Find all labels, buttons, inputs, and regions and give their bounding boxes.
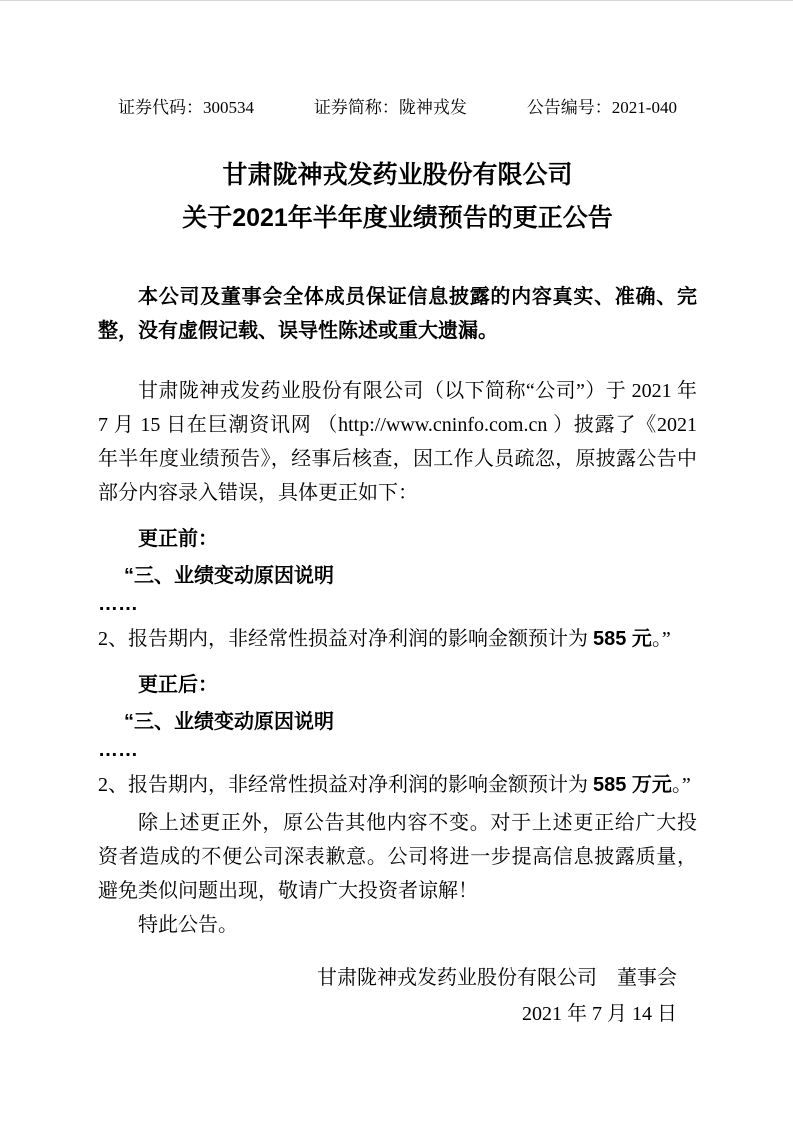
after-section-title: “三、业绩变动原因说明 [124,711,334,733]
after-ellipsis: …… [98,739,138,761]
after-correction-heading: 更正后： [138,674,218,696]
apology-paragraph: 除上述更正外，原公告其他内容不变。对于上述更正给广大投资者造成的不便公司深表歉意。公司将进一步提高信息披露质量，避免类似问题出现，敬请广大投资者谅解！ [98,812,697,902]
after-correction-item [98,768,697,802]
before-ellipsis: …… [98,593,138,615]
before-correction-item [98,622,697,656]
document-header [98,98,697,118]
title-company-name: 甘肃陇神戎发药业股份有限公司 [222,161,573,189]
announcement-number: 公告编号：2021-040 [526,98,677,117]
before-section-title: “三、业绩变动原因说明 [124,565,334,587]
stock-code: 证券代码：300534 [118,98,254,117]
board-declaration: 本公司及董事会全体成员保证信息披露的内容真实、准确、完整，没有虚假记载、误导性陈述或重大遗漏。 [98,286,697,342]
closing-note: 特此公告。 [138,914,238,936]
stock-name: 证券简称：陇神戎发 [313,98,467,117]
signature-block [98,960,697,1032]
before-item-closing: 。” [651,628,671,650]
before-item-text: 2、报告期内，非经常性损益对净利润的影响金额预计为 [98,628,593,650]
before-item-value: 585 元 [593,628,652,650]
signature-company: 甘肃陇神戎发药业股份有限公司 董事会 [317,967,677,989]
title-announcement-subject: 关于2021年半年度业绩预告的更正公告 [182,204,613,232]
after-item-text: 2、报告期内，非经常性损益对净利润的影响金额预计为 [98,774,593,796]
after-item-value: 585 万元 [593,774,672,796]
document-title [98,154,697,240]
after-item-closing: 。” [671,774,691,796]
intro-paragraph: 甘肃陇神戎发药业股份有限公司（以下简称“公司”）于 2021 年 7 月 15 日在巨潮资讯网 （http://www.cninfo.com.cn ）披露了《2021 年半年度业绩预告》，经事后核查，因工作人员疏忽，原披露公告中部分内容录入错误，具体更正如下： [98,380,697,504]
before-correction-heading: 更正前： [138,528,218,550]
signature-date: 2021 年 7 月 14 日 [522,1003,677,1025]
